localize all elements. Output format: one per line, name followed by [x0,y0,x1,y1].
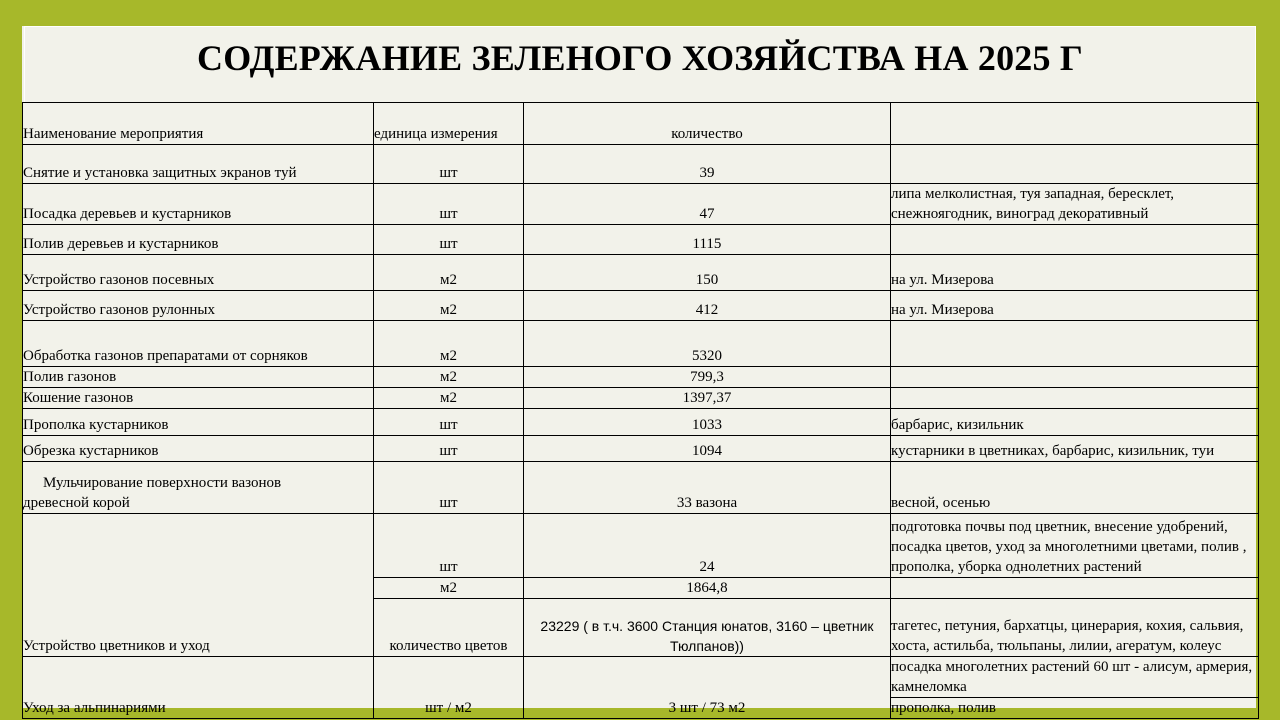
table-header-row [23,103,1259,145]
table-row [23,409,1259,436]
row-note: посадка многолетних растений 60 шт - алисум, армерия, камнеломка [891,657,1259,698]
row-unit: м2 [374,388,524,409]
row-quantity: 1864,8 [524,578,891,599]
row-name-line1: Мульчирование поверхности вазонов [43,475,282,491]
row-unit: шт [374,184,524,225]
row-note: барбарис, кизильник [891,409,1259,436]
header-notes [891,103,1259,145]
table-row [23,436,1259,462]
row-quantity: 39 [524,145,891,184]
row-quantity: 1094 [524,436,891,462]
table-row [23,255,1259,291]
row-name: Полив газонов [23,367,374,388]
row-quantity: 799,3 [524,367,891,388]
row-name: Устройство газонов рулонных [23,291,374,321]
table-row [23,184,1259,225]
row-note [891,578,1259,599]
row-unit: м2 [374,255,524,291]
row-quantity: 1397,37 [524,388,891,409]
row-name-line2: древесной корой [23,495,130,511]
table-row [23,291,1259,321]
activities-table [22,102,1259,719]
header-quantity: количество [524,103,891,145]
row-note: на ул. Мизерова [891,255,1259,291]
row-note: подготовка почвы под цветник, внесение удобрений, посадка цветов, уход за многолетними цветами, полив , прополка, уборка однолетних растений [891,514,1259,578]
table-row [23,388,1259,409]
table-row [23,462,1259,514]
header-name: Наименование мероприятия [23,103,374,145]
row-note: кустарники в цветниках, барбарис, кизильник, туи [891,436,1259,462]
row-unit: шт [374,462,524,514]
row-name: Кошение газонов [23,388,374,409]
table-row [23,225,1259,255]
row-note: тагетес, петуния, бархатцы, цинерария, кохия, сальвия, хоста, астильба, тюльпаны, лилии, агератум, колеус [891,599,1259,657]
row-name: Обработка газонов препаратами от сорняков [23,321,374,367]
row-quantity: 33 вазона [524,462,891,514]
table-row [23,321,1259,367]
table-row [23,367,1259,388]
row-unit: шт [374,145,524,184]
row-unit: м2 [374,321,524,367]
row-quantity: 1033 [524,409,891,436]
row-quantity: 5320 [524,321,891,367]
table-row [23,657,1259,698]
row-unit: м2 [374,291,524,321]
row-unit: шт [374,436,524,462]
row-quantity: 47 [524,184,891,225]
row-unit: шт / м2 [374,657,524,719]
table-row [23,145,1259,184]
row-note: прополка, полив [891,698,1259,719]
row-name: Устройство газонов посевных [23,255,374,291]
row-unit: шт [374,409,524,436]
row-note [891,367,1259,388]
row-name: Посадка деревьев и кустарников [23,184,374,225]
row-note [891,388,1259,409]
row-name: Полив деревьев и кустарников [23,225,374,255]
row-quantity: 3 шт / 73 м2 [524,657,891,719]
row-unit: м2 [374,578,524,599]
row-note [891,145,1259,184]
row-unit: м2 [374,367,524,388]
row-note: на ул. Мизерова [891,291,1259,321]
row-quantity: 1115 [524,225,891,255]
row-name [23,462,374,514]
row-unit: шт [374,225,524,255]
header-unit: единица измерения [374,103,524,145]
row-quantity: 412 [524,291,891,321]
row-note [891,225,1259,255]
row-unit: шт [374,514,524,578]
row-quantity: 150 [524,255,891,291]
row-name: Снятие и установка защитных экранов туй [23,145,374,184]
row-name: Уход за альпинариями [23,657,374,719]
row-note: весной, осенью [891,462,1259,514]
row-quantity: 23229 ( в т.ч. 3600 Станция юнатов, 3160 – цветник Тюлпанов)) [524,599,891,657]
row-name: Устройство цветников и уход [23,514,374,657]
row-note [891,321,1259,367]
page-title: СОДЕРЖАНИЕ ЗЕЛЕНОГО ХОЗЯЙСТВА НА 2025 Г [197,38,1083,78]
row-quantity: 24 [524,514,891,578]
row-name: Обрезка кустарников [23,436,374,462]
table-row [23,514,1259,578]
row-note: липа мелколистная, туя западная, бересклет, снежноягодник, виноград декоративный [891,184,1259,225]
row-unit: количество цветов [374,599,524,657]
row-name: Прополка кустарников [23,409,374,436]
